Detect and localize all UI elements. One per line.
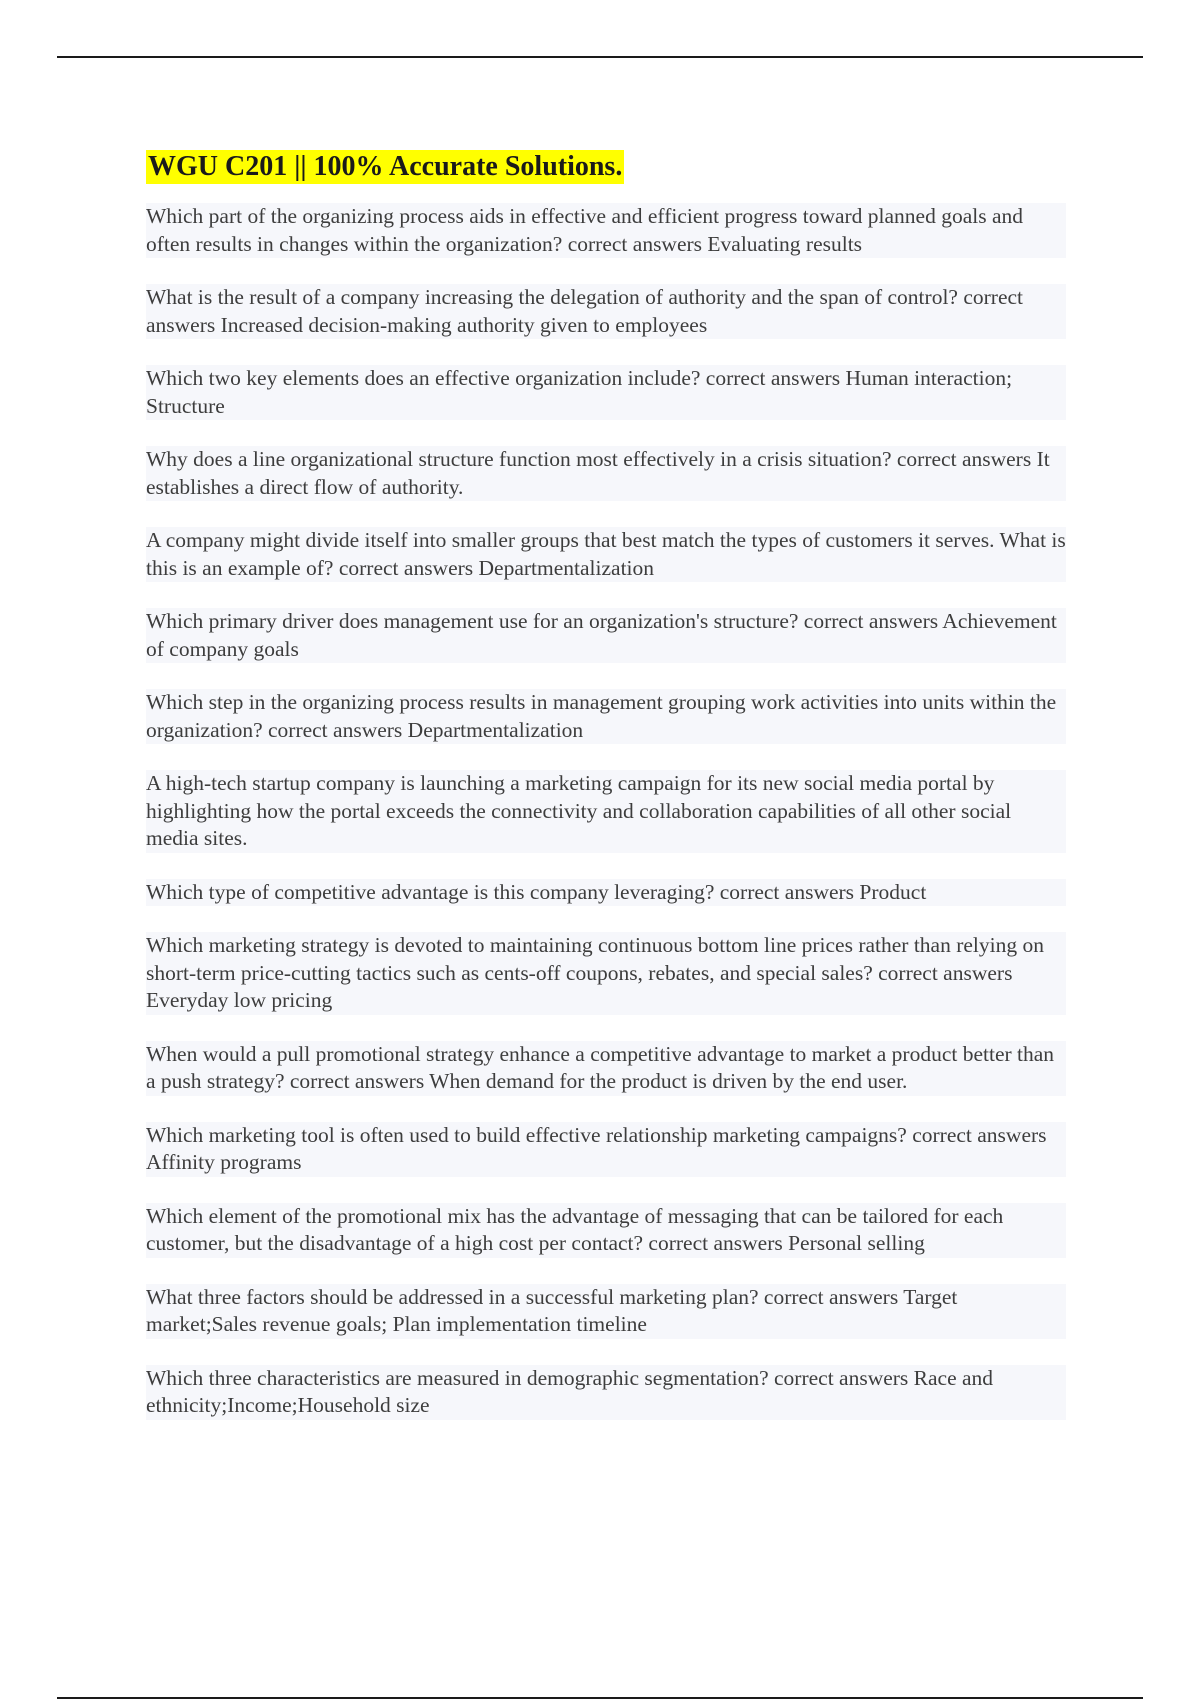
qa-item: Why does a line organizational structure function most effectively in a crisis situation? correct answers It establishes a direct flow of authority. [146,446,1066,501]
qa-item: Which step in the organizing process results in management grouping work activities into units within the organization? correct answers Departmentalization [146,689,1066,744]
qa-item: Which element of the promotional mix has the advantage of messaging that can be tailored for each customer, but the disadvantage of a high cost per contact? correct answers Personal selling [146,1203,1066,1258]
bottom-rule [57,1697,1143,1699]
qa-item: Which primary driver does management use for an organization's structure? correct answers Achievement of company goals [146,608,1066,663]
qa-item: A company might divide itself into smaller groups that best match the types of customers it serves. What is this is an example of? correct answers Departmentalization [146,527,1066,582]
qa-item: A high-tech startup company is launching a marketing campaign for its new social media portal by highlighting how the portal exceeds the connectivity and collaboration capabilities of all other social media sites. [146,770,1066,853]
qa-item: When would a pull promotional strategy enhance a competitive advantage to market a product better than a push strategy? correct answers When demand for the product is driven by the end user. [146,1041,1066,1096]
qa-item: Which two key elements does an effective organization include? correct answers Human interaction; Structure [146,365,1066,420]
document-body [146,150,1066,1446]
qa-item: What is the result of a company increasing the delegation of authority and the span of control? correct answers Increased decision-making authority given to employees [146,284,1066,339]
qa-item: Which marketing tool is often used to build effective relationship marketing campaigns? correct answers Affinity programs [146,1122,1066,1177]
top-rule [57,56,1143,58]
qa-item: Which three characteristics are measured in demographic segmentation? correct answers Race and ethnicity;Income;Household size [146,1365,1066,1420]
qa-item: Which marketing strategy is devoted to maintaining continuous bottom line prices rather than relying on short-term price-cutting tactics such as cents-off coupons, rebates, and special sales? correct answers Everyday low pricing [146,932,1066,1015]
qa-item: Which type of competitive advantage is this company leveraging? correct answers Product [146,879,1066,907]
qa-item: What three factors should be addressed in a successful marketing plan? correct answers Target market;Sales revenue goals; Plan implementation timeline [146,1284,1066,1339]
document-title: WGU C201 || 100% Accurate Solutions. [148,151,623,182]
qa-item: Which part of the organizing process aids in effective and efficient progress toward planned goals and often results in changes within the organization? correct answers Evaluating results [146,203,1066,258]
